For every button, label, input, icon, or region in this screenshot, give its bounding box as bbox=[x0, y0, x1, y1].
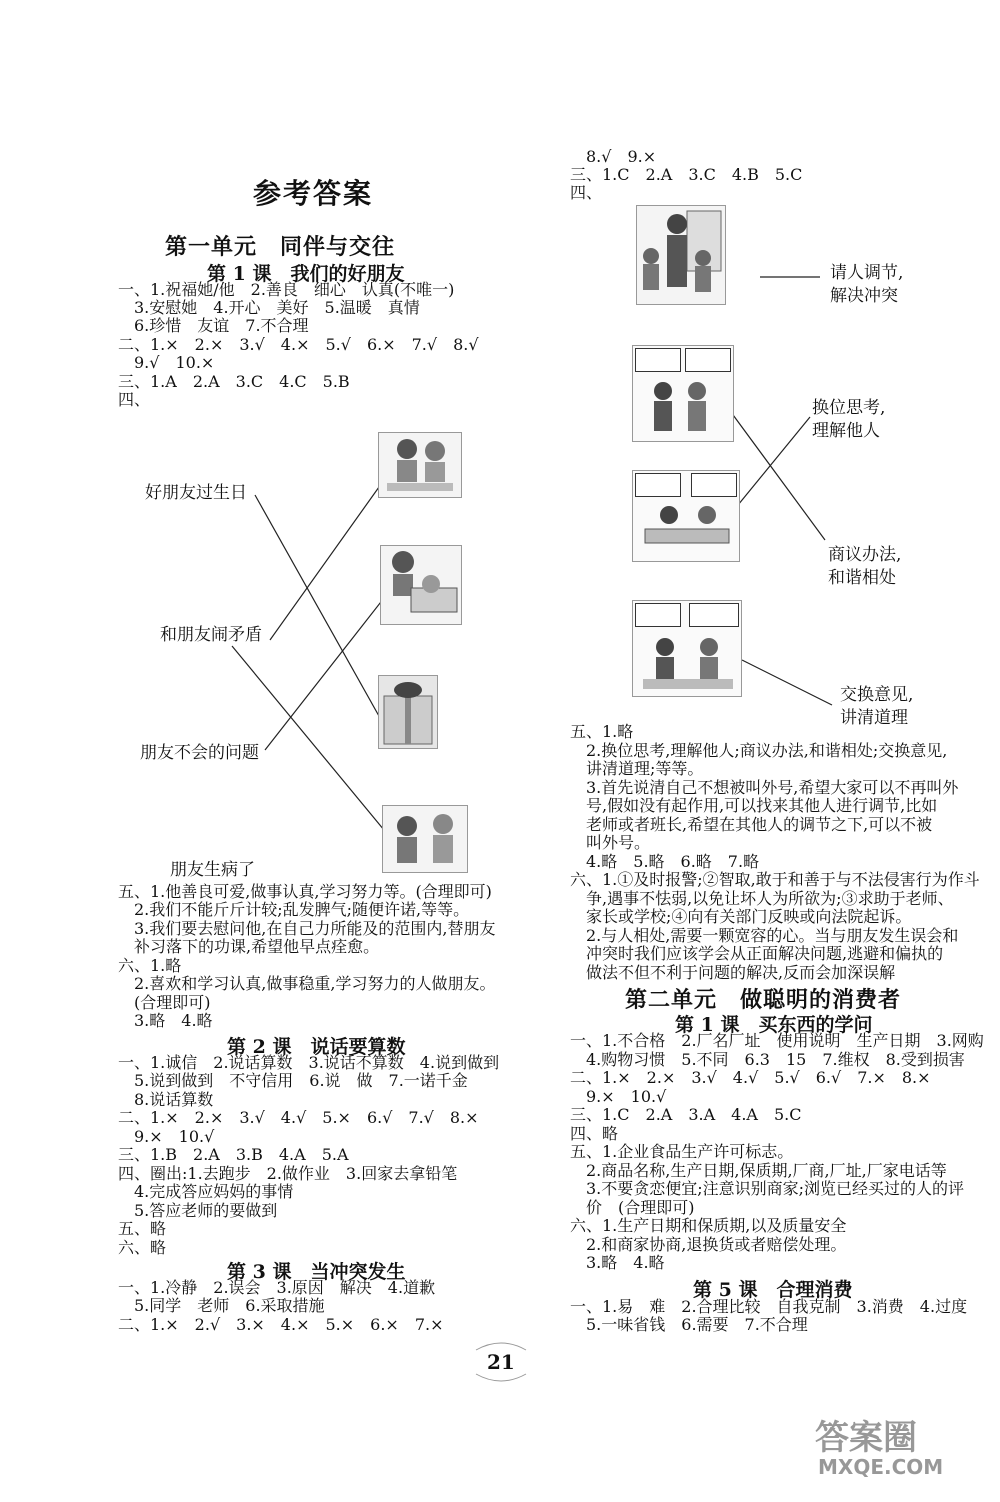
unit2-title: 第二单元 做聪明的消费者 bbox=[625, 987, 902, 1013]
lesson5-title: 第 5 课 合理消费 bbox=[693, 1279, 853, 1301]
answer-line: 一、1.冷静 2.误会 3.原因 解决 4.道歉 bbox=[118, 1278, 436, 1297]
answer-line: 3.首先说清自己不想被叫外号,希望大家可以不再叫外 bbox=[570, 778, 959, 797]
answer-line: 二、1.× 2.× 3.√ 4.√ 5.√ 6.√ 7.× 8.× bbox=[570, 1068, 931, 1087]
answer-line: 老师或者班长,希望在其他人的调节之下,可以不被 bbox=[570, 815, 933, 834]
match-label: 好朋友过生日 bbox=[145, 483, 247, 503]
answer-line: 四、圈出:1.去跑步 2.做作业 3.回家去拿铅笔 bbox=[118, 1164, 458, 1183]
answer-line: 冲突时我们应该学会从正面解决问题,逃避和偏执的 bbox=[570, 944, 944, 963]
answer-line: 五、1.他善良可爱,做事认真,学习努力等。(合理即可) bbox=[118, 882, 492, 901]
answer-line: 3.安慰她 4.开心 美好 5.温暖 真情 bbox=[118, 298, 420, 317]
answer-line: 四、 bbox=[118, 390, 151, 409]
answer-line: 3.我们要去慰问他,在自己力所能及的范围内,替朋友 bbox=[118, 919, 496, 938]
answer-line: 六、略 bbox=[118, 1238, 167, 1257]
answer-line: 四、 bbox=[570, 183, 603, 202]
answer-line: 家长或学校;④向有关部门反映或向法院起诉。 bbox=[570, 907, 912, 926]
answer-line: 做法不但不利于问题的解决,反而会加深误解 bbox=[570, 963, 896, 982]
answer-line: 一、1.易 难 2.合理比较 自我克制 3.消费 4.过度 bbox=[570, 1297, 968, 1316]
speech-bubble bbox=[689, 603, 739, 627]
answer-line: 2.我们不能斤斤计较;乱发脾气;随便许诺,等等。 bbox=[118, 900, 470, 919]
answer-line: 价 (合理即可) bbox=[570, 1198, 695, 1217]
answer-line: 2.商品名称,生产日期,保质期,厂商,厂址,厂家电话等 bbox=[570, 1161, 947, 1180]
answer-line: 五、略 bbox=[118, 1219, 167, 1238]
unit2-lesson1-title: 第 1 课 买东西的学问 bbox=[675, 1014, 873, 1036]
answer-line: 9.× 10.√ bbox=[570, 1087, 667, 1106]
answer-line: 5.同学 老师 6.采取措施 bbox=[118, 1296, 325, 1315]
answer-line: 4.购物习惯 5.不同 6.3 15 7.维权 8.受到损害 bbox=[570, 1050, 965, 1069]
speech-bubble bbox=[635, 473, 681, 497]
match-label: 理解他人 bbox=[812, 421, 880, 441]
answer-line: 三、1.A 2.A 3.C 4.C 5.B bbox=[118, 372, 350, 391]
match-label: 商议办法, bbox=[828, 545, 902, 565]
page-number: 21 bbox=[487, 1350, 515, 1374]
match-label: 和朋友闹矛盾 bbox=[160, 625, 262, 645]
speech-bubble bbox=[635, 348, 681, 372]
answer-line: 6.珍惜 友谊 7.不合理 bbox=[118, 316, 309, 335]
answer-line: 二、1.× 2.× 3.√ 4.× 5.√ 6.× 7.√ 8.√ bbox=[118, 335, 479, 354]
answer-line: 一、1.祝福她/他 2.善良 细心 认真(不唯一) bbox=[118, 280, 455, 299]
answer-line: 5.说到做到 不守信用 6.说 做 7.一诺千金 bbox=[118, 1071, 468, 1090]
answer-line: 六、1.略 bbox=[118, 956, 182, 975]
lesson2-title: 第 2 课 说话要算数 bbox=[227, 1036, 406, 1058]
speech-bubble bbox=[691, 473, 737, 497]
speech-bubble bbox=[635, 603, 681, 627]
answer-line: 9.√ 10.× bbox=[118, 353, 215, 372]
answer-line: 2.喜欢和学习认真,做事稳重,学习努力的人做朋友。 bbox=[118, 974, 496, 993]
match-label: 朋友不会的问题 bbox=[140, 743, 259, 763]
answer-line: 补习落下的功课,希望他早点痊愈。 bbox=[118, 937, 380, 956]
match-label: 讲清道理 bbox=[840, 708, 908, 728]
watermark-site: MXQE.COM bbox=[818, 1455, 944, 1479]
match-label: 交换意见, bbox=[840, 685, 914, 705]
match-label: 换位思考, bbox=[812, 398, 886, 418]
answer-line: 三、1.B 2.A 3.B 4.A 5.A bbox=[118, 1145, 349, 1164]
illustration-discussion bbox=[632, 470, 740, 562]
answer-line: 2.与人相处,需要一颗宽容的心。当与朋友发生误会和 bbox=[570, 926, 959, 945]
unit1-title: 第一单元 同伴与交往 bbox=[165, 234, 396, 260]
match-label: 和谐相处 bbox=[828, 568, 896, 588]
match-label: 朋友生病了 bbox=[170, 860, 255, 880]
answer-line: 二、1.× 2.√ 3.× 4.× 5.× 6.× 7.× bbox=[118, 1315, 444, 1334]
answer-line: 3.不要贪恋便宜;注意识别商家;浏览已经买过的人的评 bbox=[570, 1179, 965, 1198]
answer-line: 讲清道理;等等。 bbox=[570, 759, 704, 778]
answer-line: 五、1.企业食品生产许可标志。 bbox=[570, 1142, 794, 1161]
answer-line: 8.说话算数 bbox=[118, 1090, 214, 1109]
answer-line: 一、1.不合格 2.厂名厂址 使用说明 生产日期 3.网购 bbox=[570, 1031, 984, 1050]
page-title: 参考答案 bbox=[253, 177, 374, 210]
answer-line: 4.略 5.略 6.略 7.略 bbox=[570, 852, 760, 871]
lesson3-title: 第 3 课 当冲突发生 bbox=[227, 1261, 406, 1283]
answer-line: 五、1.略 bbox=[570, 722, 634, 741]
speech-bubble bbox=[685, 348, 731, 372]
answer-line: 8.√ 9.× bbox=[570, 147, 657, 166]
match-label: 请人调节, bbox=[830, 263, 904, 283]
answer-line: 六、1.生产日期和保质期,以及质量安全 bbox=[570, 1216, 847, 1235]
answer-line: 二、1.× 2.× 3.√ 4.√ 5.× 6.√ 7.√ 8.× bbox=[118, 1108, 479, 1127]
answer-line: 号,假如没有起作用,可以找来其他人进行调节,比如 bbox=[570, 796, 938, 815]
illustration-empathy bbox=[632, 345, 734, 442]
answer-line: 一、1.诚信 2.说话算数 3.说话不算数 4.说到做到 bbox=[118, 1053, 500, 1072]
answer-line: 4.完成答应妈妈的事情 bbox=[118, 1182, 294, 1201]
answer-line: 四、略 bbox=[570, 1124, 619, 1143]
answer-line: 六、1.①及时报警;②智取,敢于和善于与不法侵害行为作斗 bbox=[570, 870, 980, 889]
answer-line: 争,遇事不怯弱,以免让坏人为所欲为;③求助于老师、 bbox=[570, 889, 954, 908]
match-label: 解决冲突 bbox=[830, 286, 898, 306]
answer-line: 5.一味省钱 6.需要 7.不合理 bbox=[570, 1315, 808, 1334]
answer-line: 叫外号。 bbox=[570, 833, 651, 852]
watermark-logo: 答案圈 bbox=[815, 1418, 917, 1458]
lesson1-title: 第 1 课 我们的好朋友 bbox=[207, 263, 405, 285]
answer-line: (合理即可) bbox=[118, 993, 211, 1012]
answer-line: 三、1.C 2.A 3.A 4.A 5.C bbox=[570, 1105, 802, 1124]
answer-line: 3.略 4.略 bbox=[118, 1011, 213, 1030]
illustration-exchange-views bbox=[632, 600, 742, 697]
answer-line: 2.换位思考,理解他人;商议办法,和谐相处;交换意见, bbox=[570, 741, 948, 760]
answer-line: 3.略 4.略 bbox=[570, 1253, 665, 1272]
illustration-mediation bbox=[636, 205, 726, 305]
teacher-and-kids-icon bbox=[637, 206, 725, 304]
answer-line: 三、1.C 2.A 3.C 4.B 5.C bbox=[570, 165, 803, 184]
answer-line: 2.和商家协商,退换货或者赔偿处理。 bbox=[570, 1235, 847, 1254]
answer-line: 5.答应老师的要做到 bbox=[118, 1201, 278, 1220]
answer-line: 9.× 10.√ bbox=[118, 1127, 215, 1146]
